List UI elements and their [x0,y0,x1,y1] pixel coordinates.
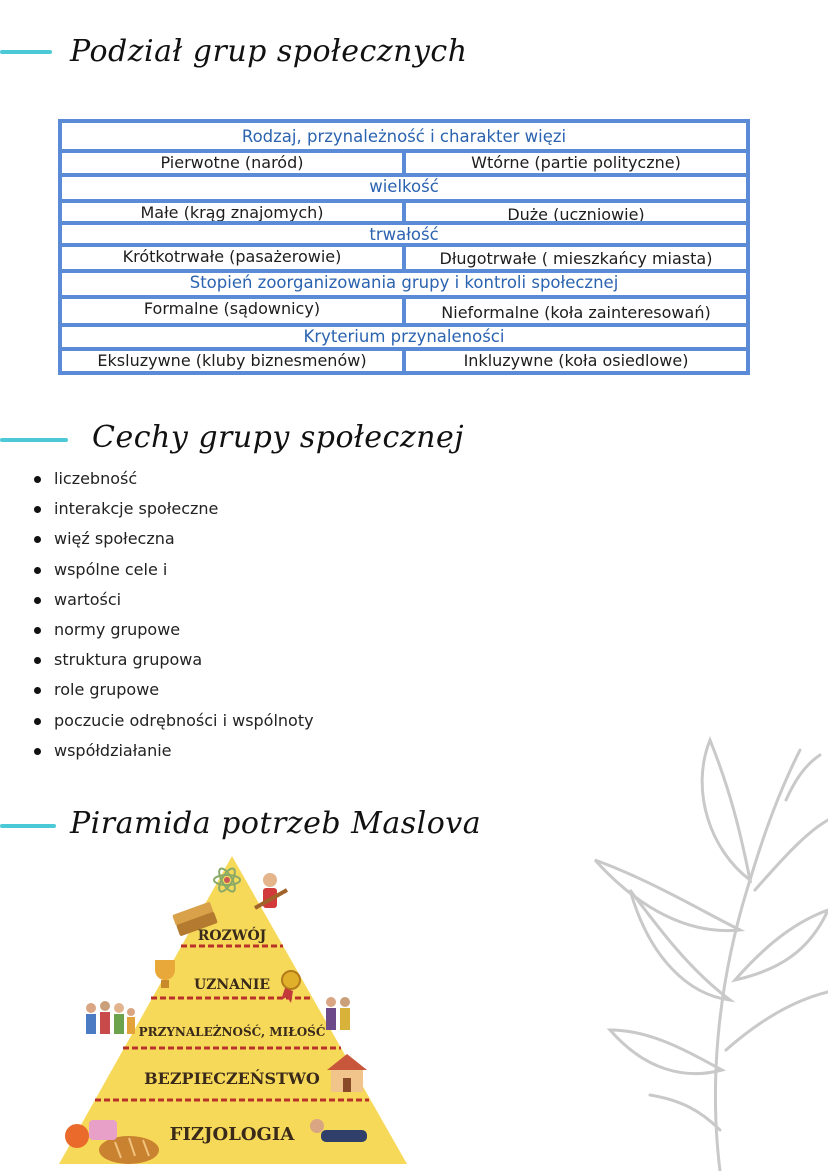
list-item: role grupowe [32,677,314,707]
list-item: wspólne cele i [32,557,314,587]
table-cell-right: Długotrwałe ( mieszkańcy miasta) [439,249,713,268]
guitar-player-icon [255,873,287,908]
table-cell-right: Nieformalne (koła zainteresowań) [441,303,711,322]
list-item: wartości [32,587,314,617]
table-cell-right: Wtórne (partie polityczne) [471,153,681,172]
section-title-pyramid: Piramida potrzeb Maslova [70,806,482,841]
maslow-pyramid [55,850,410,1171]
section-title-groups: Podział grup społecznych [70,34,468,69]
list-item: współdziałanie [32,738,314,768]
table-row [62,323,746,347]
table-cell-right: Inkluzywne (koła osiedlowe) [463,351,689,370]
table-row [62,295,746,323]
list-item: struktura grupowa [32,647,314,677]
list-item: liczebność [32,466,314,496]
accent-line-3 [0,824,56,828]
table-cell-left: Formalne (sądownicy) [62,299,406,323]
pyramid-level-label: ROZWÓJ [197,928,267,944]
section-title-features: Cechy grupy społecznej [92,420,464,455]
table-row [62,173,746,197]
table-header-cell: Kryterium przynaleności [303,327,505,346]
table-row [62,127,746,147]
pyramid-level-label: UZNANIE [193,977,271,993]
table-header-cell: trwałość [369,225,439,244]
table-cell-left: Pierwotne (naród) [62,153,406,173]
table-row [62,221,746,245]
table-row [62,347,746,371]
table-header-cell: wielkość [369,177,439,196]
list-item: interakcje społeczne [32,496,314,526]
accent-line-2 [0,438,68,442]
table-header-cell: Rodzaj, przynależność i charakter więzi [241,127,567,146]
table-row [62,149,746,173]
leaf-branch-icon [590,730,828,1171]
table-row [62,243,746,269]
table-cell-left: Krótkotrwałe (pasażerowie) [62,247,406,269]
table-cell-left: Eksluzywne (kluby biznesmenów) [62,351,406,371]
table-row [62,269,746,293]
accent-line-1 [0,50,52,54]
pyramid-level-label: FIZJOLOGIA [169,1124,295,1145]
pyramid-shape [59,856,407,1164]
pyramid-level-label: BEZPIECZEŃSTWO [144,1069,320,1088]
pyramid-level-label: PRZYNALEŻNOŚĆ, MIŁOŚĆ [138,1025,326,1039]
table-header-cell: Stopień zoorganizowania grupy i kontroli społecznej [189,273,619,292]
list-item: poczucie odrębności i wspólnoty [32,708,314,738]
groups-table [58,119,750,375]
couple-icon [326,997,350,1030]
features-list [32,466,314,768]
list-item: normy grupowe [32,617,314,647]
table-cell-right: Duże (uczniowie) [507,205,645,224]
table-cell-left: Małe (krąg znajomych) [62,203,406,225]
family-icon [86,1001,135,1034]
list-item: więź społeczna [32,526,314,556]
